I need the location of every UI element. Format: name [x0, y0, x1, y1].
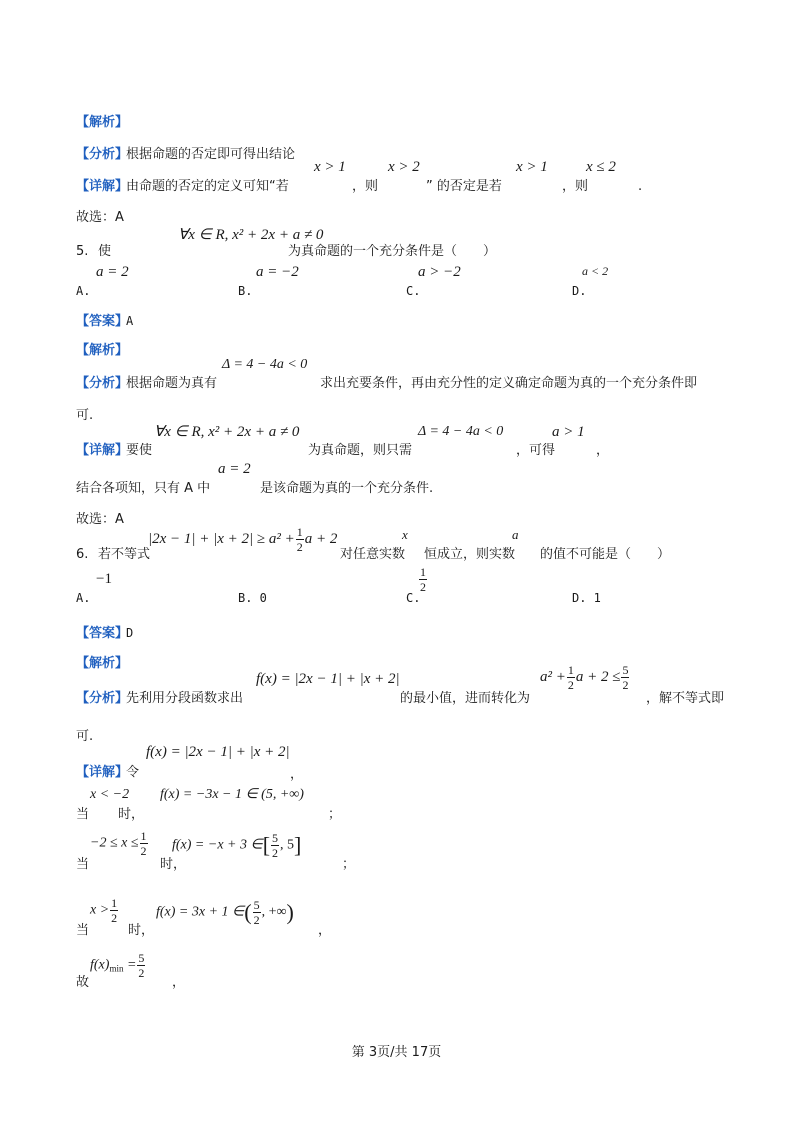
- q5-line2-pre: 结合各项知，只有 A 中: [76, 481, 211, 496]
- q6-case1-math: f(x) = −3x − 1 ∈ (5, +∞): [160, 787, 304, 802]
- q6-answer: D: [126, 626, 134, 640]
- q6-fenxi-post: ，解不等式即: [646, 691, 725, 706]
- q5-fenxi-post: 求出充要条件，再由充分性的定义确定命题为真的一个充分条件即: [320, 376, 698, 391]
- q4-xj-4: ，则: [562, 179, 589, 194]
- q5-xj-math3: a > 1: [552, 424, 585, 440]
- q5-xj-math2: Δ = 4 − 4a < 0: [418, 424, 504, 439]
- q4-xj-2: ，则: [352, 179, 379, 194]
- q5-fenxi-line2: 可.: [76, 408, 94, 423]
- xiangjie-tag: 【详解】: [76, 179, 129, 194]
- q6-case1-end: ；: [328, 807, 342, 822]
- q4-math-a: x > 1: [314, 159, 346, 175]
- fenxi-tag: 【分析】: [76, 147, 129, 162]
- q5-xj-math1: ∀x ∈ R, x² + 2x + a ≠ 0: [154, 424, 300, 440]
- q6-option-d-label: D. 1: [572, 591, 601, 605]
- q5-xj-mid2: ，可得: [516, 443, 556, 458]
- q6-jiexi-tag: 【解析】: [76, 656, 129, 671]
- q6-stem-post: 的值不可能是（ ）: [540, 547, 671, 562]
- q6-case2-dang: 当: [76, 857, 90, 872]
- q5-fenxi-pre: 根据命题为真有: [126, 376, 218, 391]
- q4-xj-5: .: [638, 179, 643, 194]
- q6-case2-shi: 时，: [160, 857, 187, 872]
- q5-line2-math: a = 2: [218, 461, 251, 477]
- q6-stem-pre: 若不等式: [98, 547, 151, 562]
- page-footer: 第 3页/共 17页: [351, 1045, 442, 1060]
- q6-case3-math: f(x) = 3x + 1 ∈( $\frac{5}{2}$ , +∞): [156, 898, 294, 927]
- q6-stem-math: |2x − 1| + |x + 2| ≥ a² + $\frac{1}{2}$ a + 2: [148, 525, 338, 554]
- q5-fenxi-tag: 【分析】: [76, 376, 129, 391]
- q5-option-b-math: a = −2: [256, 264, 299, 280]
- q6-stem-mid2: 恒成立，则实数: [424, 547, 516, 562]
- q5-xiangjie-tag: 【详解】: [76, 443, 129, 458]
- q5-number: 5.: [76, 244, 89, 259]
- q6-case2-end: ；: [342, 857, 356, 872]
- q5-stem-pre: 使: [98, 244, 112, 259]
- q6-min-gu: 故: [76, 975, 90, 990]
- q6-option-a-label: A.: [76, 591, 91, 605]
- q6-min-end: ，: [172, 975, 186, 990]
- q6-option-c-label: C.: [406, 591, 421, 605]
- q6-case1-cond: x < −2: [90, 787, 130, 802]
- q6-xiangjie-tag: 【详解】: [76, 765, 129, 780]
- q6-case3-cond: x > $\frac{1}{2}$: [90, 896, 118, 925]
- q6-option-a-math: −1: [96, 571, 112, 587]
- q6-stem-mid1: 对任意实数: [340, 547, 406, 562]
- q4-math-b: x > 2: [388, 159, 420, 175]
- q5-guxuan: 故选：A: [76, 512, 124, 527]
- q4-fenxi-text: 根据命题的否定即可得出结论: [126, 147, 296, 162]
- q5-option-c-label: C.: [406, 284, 421, 298]
- q6-fenxi-tag: 【分析】: [76, 691, 129, 706]
- q5-option-a-math: a = 2: [96, 264, 129, 280]
- q6-fenxi-math2: a² + $\frac{1}{2}$ a + 2 ≤ $\frac{5}{2}$: [540, 663, 629, 692]
- q6-number: 6.: [76, 547, 89, 562]
- q5-fenxi-math: Δ = 4 − 4a < 0: [222, 357, 308, 372]
- q4-xj-3: ” 的否定是若: [426, 179, 502, 194]
- q6-case1-dang: 当: [76, 807, 90, 822]
- q4-math-c: x > 1: [516, 159, 548, 175]
- q6-fenxi-pre: 先利用分段函数求出: [126, 691, 244, 706]
- q6-fenxi-line2: 可.: [76, 729, 94, 744]
- q5-answer-tag: 【答案】: [76, 314, 129, 329]
- q5-option-d-math: a < 2: [582, 264, 609, 278]
- q6-answer-tag: 【答案】: [76, 626, 129, 641]
- q6-case3-end: ，: [318, 923, 332, 938]
- q4-xj-1: 由命题的否定的定义可知“若: [126, 179, 289, 194]
- q5-option-c-math: a > −2: [418, 264, 461, 280]
- q6-fenxi-math: f(x) = |2x − 1| + |x + 2|: [256, 671, 400, 687]
- q6-case1-shi: 时，: [118, 807, 145, 822]
- q6-case2-math: f(x) = −x + 3 ∈[ $\frac{5}{2}$ , 5]: [172, 831, 302, 860]
- q6-fenxi-mid: 的最小值，进而转化为: [400, 691, 531, 706]
- q5-jiexi-tag: 【解析】: [76, 343, 129, 358]
- q6-xj-math: f(x) = |2x − 1| + |x + 2|: [146, 744, 290, 760]
- q5-option-a-label: A.: [76, 284, 91, 298]
- q6-case3-shi: 时，: [128, 923, 155, 938]
- q5-xj-pre: 要使: [126, 443, 153, 458]
- q6-xj-pre: 令: [126, 765, 140, 780]
- q6-option-c-math: $\frac{1}{2}$: [420, 565, 426, 594]
- q5-xj-mid1: 为真命题，则只需: [308, 443, 413, 458]
- q5-stem-math: ∀x ∈ R, x² + 2x + a ≠ 0: [178, 227, 324, 243]
- q4-math-d: x ≤ 2: [586, 159, 616, 175]
- q4-guxuan: 故选：A: [76, 210, 124, 225]
- q6-stem-a: a: [512, 527, 519, 542]
- q6-option-b-label: B. 0: [238, 591, 267, 605]
- q5-option-b-label: B.: [238, 284, 253, 298]
- q6-stem-x: x: [402, 527, 408, 542]
- q6-xj-end: ，: [290, 767, 304, 782]
- q5-stem-post: 为真命题的一个充分条件是（ ）: [288, 244, 497, 259]
- jiexi-tag: 【解析】: [76, 115, 129, 130]
- q5-line2-post: 是该命题为真的一个充分条件.: [260, 481, 434, 496]
- q6-case2-cond: −2 ≤ x ≤ $\frac{1}{2}$: [90, 829, 147, 858]
- q5-xj-end: ，: [596, 443, 610, 458]
- q6-case3-dang: 当: [76, 923, 90, 938]
- q5-answer: A: [126, 314, 134, 328]
- q6-min-math: $f(x)_{min}$ = $\frac{5}{2}$: [90, 951, 145, 980]
- q5-option-d-label: D.: [572, 284, 587, 298]
